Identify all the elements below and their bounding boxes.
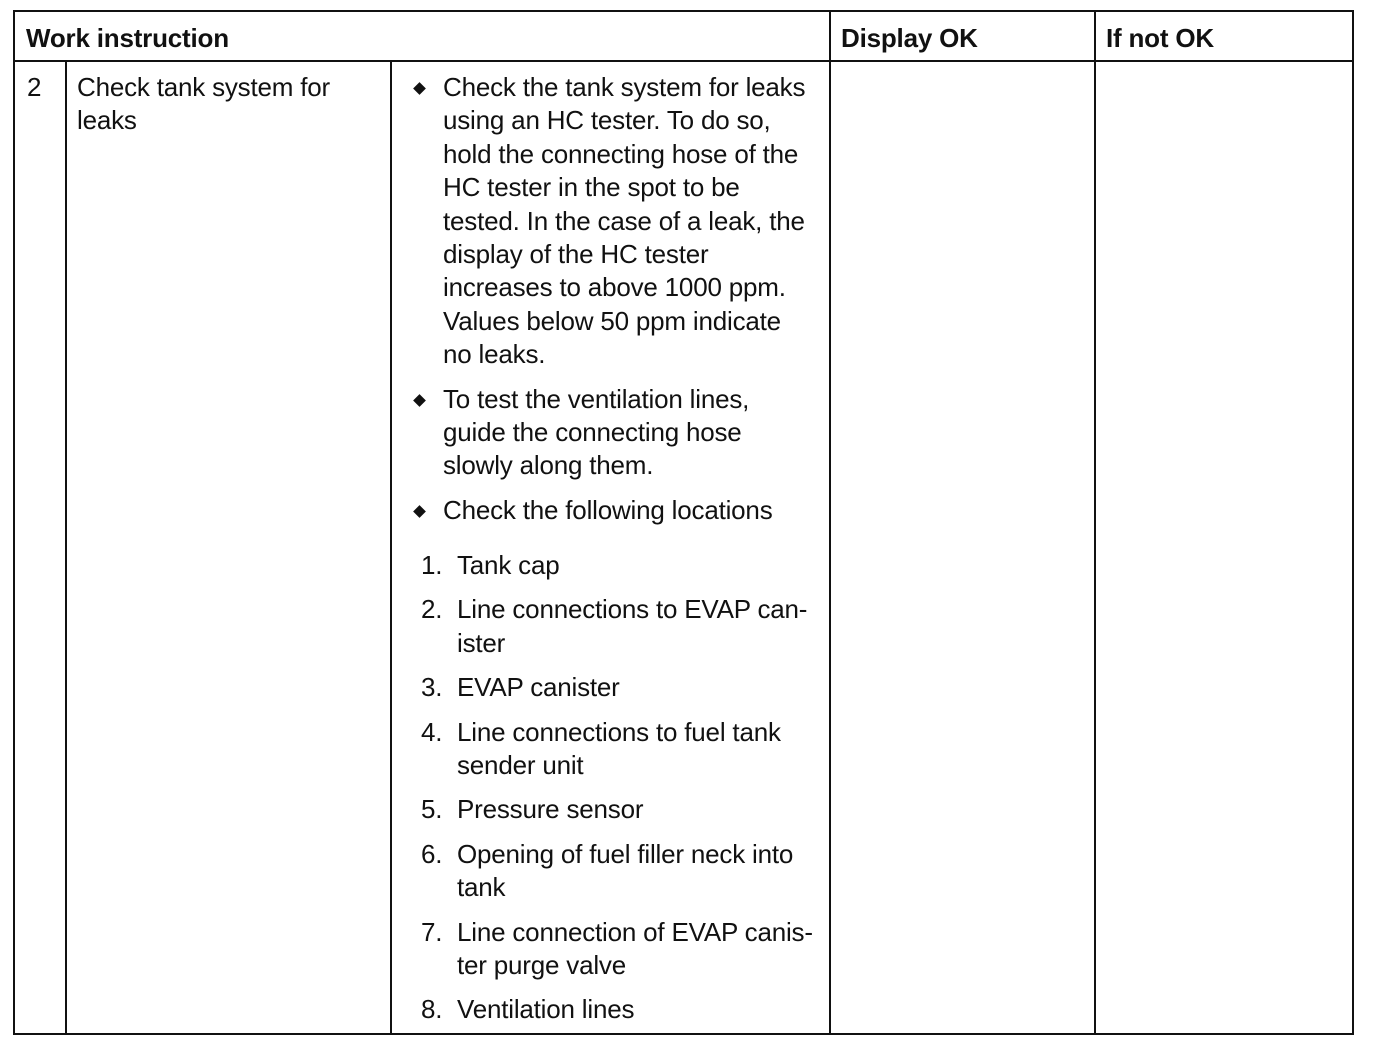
bullet-item bbox=[403, 383, 833, 483]
location-number: 8. bbox=[421, 994, 443, 1025]
header-if-not-ok: If not OK bbox=[1106, 23, 1214, 53]
header-work-instruction: Work instruction bbox=[26, 23, 229, 53]
location-item bbox=[415, 916, 835, 983]
step-number: 2 bbox=[27, 72, 42, 102]
location-item bbox=[415, 716, 835, 783]
location-item bbox=[415, 593, 835, 660]
location-text: Opening of fuel filler neck into tank bbox=[457, 838, 794, 903]
location-text: EVAP canister bbox=[457, 672, 620, 703]
location-number: 5. bbox=[421, 794, 443, 825]
locations-list bbox=[415, 549, 835, 1038]
location-item bbox=[415, 671, 835, 704]
col-divider-display-ok bbox=[1094, 12, 1096, 1033]
location-number: 2. bbox=[421, 594, 443, 625]
location-item bbox=[415, 549, 835, 582]
location-text: Pressure sensor bbox=[457, 794, 644, 825]
location-item bbox=[415, 838, 835, 905]
bullet-item bbox=[403, 494, 833, 527]
step-title: Check tank system for leaks bbox=[77, 72, 330, 136]
location-text: Line connections to EVAP can- ister bbox=[457, 594, 808, 658]
location-text: Line connections to fuel tank sender unit bbox=[457, 716, 781, 781]
bullet-text: To test the ventilation lines, guide the connecting hose slowly along them. bbox=[443, 383, 750, 481]
location-number: 4. bbox=[421, 716, 443, 747]
bullet-text: Check the following locations bbox=[443, 494, 773, 525]
location-item bbox=[415, 993, 835, 1026]
col-divider-step bbox=[65, 62, 67, 1033]
location-text: Line connection of EVAP canis- ter purge valve bbox=[457, 916, 813, 981]
location-text: Ventilation lines bbox=[457, 994, 635, 1025]
col-divider-title bbox=[390, 62, 392, 1033]
location-number: 7. bbox=[421, 916, 443, 947]
instruction-bullets bbox=[403, 71, 833, 538]
header-display-ok: Display OK bbox=[841, 23, 978, 53]
diamond-bullet-icon bbox=[413, 505, 426, 518]
bullet-text: Check the tank system for leaks using an HC tester. To do so, hold the connecting hose of the HC tester in the spot to be tested. In the case of a leak, the display of the HC tester increases to above 1000 ppm. Values below 50 ppm indicate no leaks. bbox=[443, 72, 806, 370]
location-item bbox=[415, 793, 835, 826]
diamond-bullet-icon bbox=[413, 394, 426, 407]
location-number: 1. bbox=[421, 550, 443, 580]
work-instruction-table bbox=[13, 10, 1354, 1035]
bullet-item bbox=[403, 71, 833, 372]
location-number: 3. bbox=[421, 672, 443, 703]
location-number: 6. bbox=[421, 838, 443, 869]
location-text: Tank cap bbox=[457, 550, 560, 580]
diamond-bullet-icon bbox=[413, 82, 426, 95]
